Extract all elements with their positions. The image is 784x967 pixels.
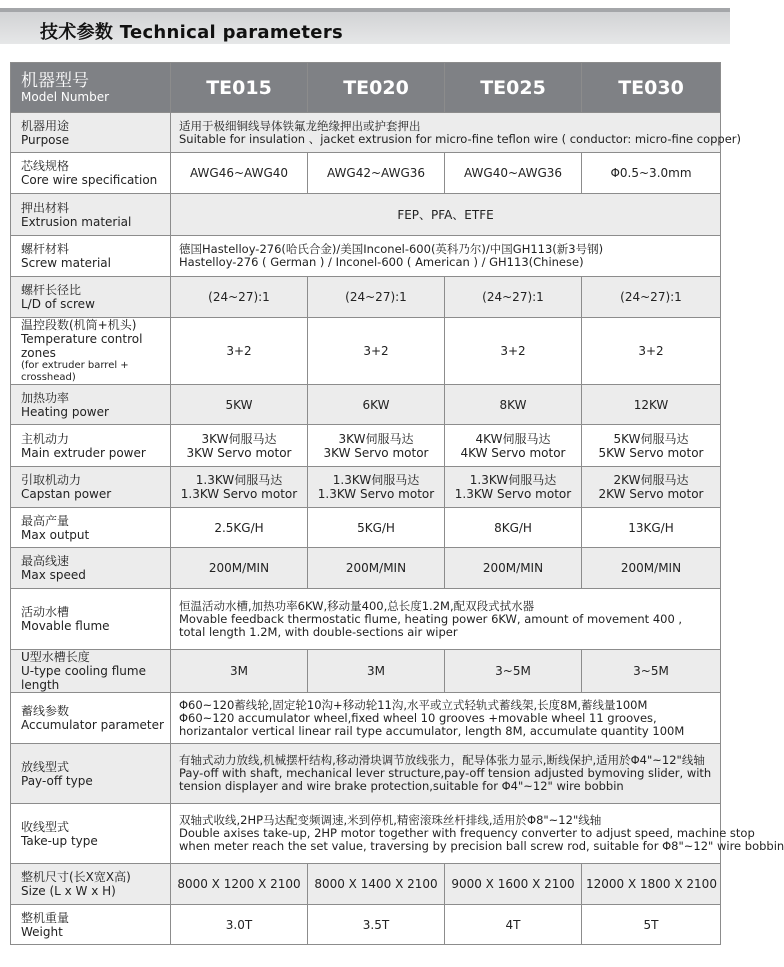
row-label: [11, 589, 171, 650]
row-label-en: Extrusion material: [21, 214, 132, 229]
row-label-en: Accumulator parameter: [21, 718, 164, 732]
row-label-cn: 温控段数(机筒+机头): [21, 318, 137, 332]
value-cell: 9000 X 1600 X 2100: [445, 864, 582, 905]
value-line: 1.3KW Servo motor: [317, 487, 435, 501]
value-cell: 3+2: [171, 318, 308, 385]
model-number-header: [11, 63, 171, 113]
value-cell: AWG46~AWG40: [171, 153, 308, 194]
row-label: [11, 194, 171, 236]
row-label-cn: 芯线规格: [21, 159, 70, 173]
row-label-en: Max speed: [21, 568, 86, 582]
model-number-cn: 机器型号: [21, 70, 89, 91]
page-title: 技术参数 Technical parameters: [40, 22, 344, 43]
value-cell: (24~27):1: [171, 277, 308, 318]
value-line: 5KW伺服马达: [613, 431, 689, 446]
value-cell: [171, 425, 308, 467]
value-cell: [582, 467, 721, 508]
row-label-cn: 活动水槽: [21, 605, 70, 619]
value-cell: (24~27):1: [308, 277, 445, 318]
row-label-cn: U型水槽长度: [21, 650, 90, 664]
spanning-value-cell: [171, 693, 721, 744]
value-line: 1.3KW伺服马达: [332, 473, 420, 487]
value-cell: 3~5M: [582, 650, 721, 693]
row-label: [11, 804, 171, 864]
value-cell: [308, 467, 445, 508]
table-row: [11, 589, 721, 650]
table-row: [11, 508, 721, 548]
table-row: [11, 693, 721, 744]
value-cell: 3.0T: [171, 905, 308, 945]
row-label-en: L/D of screw: [21, 297, 95, 311]
table-row: [11, 194, 721, 236]
row-label-en: Purpose: [21, 132, 70, 147]
value-cell: 200M/MIN: [445, 548, 582, 589]
spec-table-container: [10, 62, 784, 945]
table-row: [11, 548, 721, 589]
value-line: 2KW Servo motor: [598, 487, 704, 501]
table-row: [11, 905, 721, 945]
value-line: Φ60~120蓄线轮,固定轮10沟+移动轮11沟,水平或立式轻轨式蓄线架,长度8M,蓄线量100M: [179, 697, 648, 712]
value-cell: (24~27):1: [445, 277, 582, 318]
value-line: 适用于极细铜线导体铁氟龙绝缘押出或护套押出: [179, 118, 421, 133]
row-label-cn: 主机动力: [21, 431, 70, 446]
row-label-en: Max output: [21, 527, 90, 542]
value-cell: 8000 X 1400 X 2100: [308, 864, 445, 905]
value-line: 3KW Servo motor: [186, 445, 292, 460]
value-line: 有轴式动力放线,机械摆杆结构,移动滑块调节放线张力，配导体张力显示,断线保护,适用於Φ4"~12"线轴: [179, 753, 705, 767]
value-line: 1.3KW伺服马达: [195, 473, 283, 487]
row-label-cn: 加热功率: [21, 390, 70, 405]
row-label: [11, 236, 171, 277]
table-row: [11, 864, 721, 905]
value-cell: 3M: [171, 650, 308, 693]
value-cell: 6KW: [308, 385, 445, 425]
value-cell: AWG42~AWG36: [308, 153, 445, 194]
value-line: 3KW伺服马达: [201, 431, 277, 446]
value-line: Pay-off with shaft, mechanical lever structure,pay-off tension adjusted bymoving slider, with: [179, 766, 712, 780]
table-row: [11, 113, 721, 153]
row-label-en: Core wire specification: [21, 173, 158, 187]
row-label-en: Size (L x W x H): [21, 884, 116, 898]
row-label: [11, 744, 171, 804]
row-label-cn: 整机尺寸(长X宽X高): [21, 870, 131, 884]
table-row: [11, 318, 721, 385]
value-line: Movable feedback thermostatic flume, heating power 6KW, amount of movement 400 ,: [179, 611, 683, 626]
model-te020: TE020: [308, 63, 445, 113]
table-row: [11, 650, 721, 693]
value-line: total length 1.2M, with double-sections air wiper: [179, 624, 458, 639]
value-cell: AWG40~AWG36: [445, 153, 582, 194]
row-label-cn: 收线型式: [21, 819, 70, 834]
row-label-en: Weight: [21, 924, 63, 939]
row-label: [11, 425, 171, 467]
row-label-en: Screw material: [21, 256, 111, 270]
table-row: [11, 236, 721, 277]
value-cell: [308, 425, 445, 467]
row-label-en: Temperature control zones: [21, 332, 143, 360]
value-cell: 8KW: [445, 385, 582, 425]
value-line: FEP、PFA、ETFE: [397, 207, 494, 222]
row-label: [11, 153, 171, 194]
value-cell: 4T: [445, 905, 582, 945]
row-label: [11, 277, 171, 318]
technical-parameters-table: [10, 62, 784, 945]
header-top-bar: [0, 8, 730, 12]
page-header: [0, 8, 730, 44]
value-cell: [582, 425, 721, 467]
row-label: [11, 650, 171, 693]
row-label-cn: 放线型式: [21, 759, 70, 774]
value-cell: 12000 X 1800 X 2100: [582, 864, 721, 905]
value-cell: 200M/MIN: [308, 548, 445, 589]
value-cell: [445, 425, 582, 467]
row-label-en: U-type cooling flume length: [21, 664, 146, 692]
row-label-cn: 螺杆材料: [21, 242, 70, 256]
table-row: [11, 804, 721, 864]
value-line: 4KW Servo motor: [460, 445, 566, 460]
value-cell: 12KW: [582, 385, 721, 425]
row-label-en: Pay-off type: [21, 773, 93, 788]
table-row: [11, 153, 721, 194]
value-cell: 200M/MIN: [582, 548, 721, 589]
value-cell: 200M/MIN: [171, 548, 308, 589]
row-label: [11, 864, 171, 905]
value-line: Φ60~120 accumulator wheel,fixed wheel 10 grooves +movable wheel 11 grooves,: [179, 710, 657, 725]
value-line: 恒温活动水槽,加热功率6KW,移动量400,总长度1.2M,配双段式拭水器: [179, 598, 535, 613]
spanning-value-cell: [171, 589, 721, 650]
row-label-cn: 引取机动力: [21, 473, 82, 487]
row-label-cn: 整机重量: [21, 910, 70, 925]
table-header-row: [11, 63, 721, 113]
value-line: Hastelloy-276 ( German ) / Inconel-600 ( American ) / GH113(Chinese): [179, 255, 584, 269]
value-cell: 8KG/H: [445, 508, 582, 548]
value-line: when meter reach the set value, traversing by precision ball screw rod, suitable for Φ8"~12" wire bobbin: [179, 839, 784, 853]
row-label-cn: 机器用途: [21, 118, 70, 133]
value-line: 3KW伺服马达: [338, 431, 414, 446]
value-cell: [171, 467, 308, 508]
row-label-en: Heating power: [21, 404, 109, 419]
model-te030: TE030: [582, 63, 721, 113]
value-cell: 3M: [308, 650, 445, 693]
model-te015: TE015: [171, 63, 308, 113]
row-label-cn: 最高线速: [21, 554, 70, 568]
value-line: 德国Hastelloy-276(哈氏合金)/美国Inconel-600(英科乃尔)/中国GH113(新3号钢): [179, 242, 604, 256]
spanning-value-cell: [171, 194, 721, 236]
value-cell: 3~5M: [445, 650, 582, 693]
spanning-value-cell: [171, 236, 721, 277]
spanning-value-cell: [171, 744, 721, 804]
row-label: [11, 548, 171, 589]
table-row: [11, 385, 721, 425]
value-line: Double axises take-up, 2HP motor together with frequency converter to adjust speed, machine stop: [179, 826, 755, 840]
value-cell: 5T: [582, 905, 721, 945]
value-line: 双轴式收线,2HP马达配变频调速,米到停机,精密滚珠丝杆排线,适用於Φ8"~12"线轴: [179, 813, 602, 827]
value-line: 1.3KW Servo motor: [454, 487, 572, 501]
row-label: [11, 905, 171, 945]
row-label-en-note: (for extruder barrel + crosshead): [21, 360, 129, 383]
value-cell: Φ0.5~3.0mm: [582, 153, 721, 194]
row-label-cn: 押出材料: [21, 200, 70, 215]
value-cell: 5KW: [171, 385, 308, 425]
row-label-cn: 最高产量: [21, 513, 70, 528]
value-cell: 3+2: [308, 318, 445, 385]
value-line: 1.3KW Servo motor: [180, 487, 298, 501]
row-label: [11, 385, 171, 425]
row-label: [11, 113, 171, 153]
value-cell: (24~27):1: [582, 277, 721, 318]
row-label-cn: 蓄线参数: [21, 704, 70, 718]
value-cell: 2.5KG/H: [171, 508, 308, 548]
value-cell: 8000 X 1200 X 2100: [171, 864, 308, 905]
table-row: [11, 467, 721, 508]
value-line: Suitable for insulation 、jacket extrusion for micro-fine teflon wire ( conductor: micro-fine copper): [179, 131, 741, 146]
value-cell: 3+2: [582, 318, 721, 385]
table-row: [11, 425, 721, 467]
value-line: horizantalor vertical linear rail type accumulator, length 8M, accumulate quantity 100M: [179, 723, 685, 738]
spanning-value-cell: [171, 113, 741, 153]
value-cell: 3+2: [445, 318, 582, 385]
value-cell: [445, 467, 582, 508]
model-number-en: Model Number: [21, 89, 110, 104]
table-row: [11, 744, 721, 804]
row-label: [11, 467, 171, 508]
value-line: 2KW伺服马达: [613, 473, 689, 487]
value-line: 5KW Servo motor: [598, 445, 704, 460]
row-label-en: Main extruder power: [21, 445, 146, 460]
value-line: tension displayer and wire brake protection,suitable for Φ4"~12" wire bobbin: [179, 779, 624, 793]
row-label: [11, 508, 171, 548]
row-label-cn: 螺杆长径比: [21, 283, 82, 297]
row-label-en: Movable flume: [21, 619, 110, 633]
value-cell: 5KG/H: [308, 508, 445, 548]
spanning-value-cell: [171, 804, 784, 864]
table-row: [11, 277, 721, 318]
row-label: [11, 318, 171, 385]
model-te025: TE025: [445, 63, 582, 113]
row-label-en: Take-up type: [21, 833, 98, 848]
value-line: 4KW伺服马达: [475, 431, 551, 446]
row-label-en: Capstan power: [21, 487, 112, 501]
value-cell: 13KG/H: [582, 508, 721, 548]
row-label: [11, 693, 171, 744]
value-line: 1.3KW伺服马达: [469, 473, 557, 487]
value-line: 3KW Servo motor: [323, 445, 429, 460]
value-cell: 3.5T: [308, 905, 445, 945]
